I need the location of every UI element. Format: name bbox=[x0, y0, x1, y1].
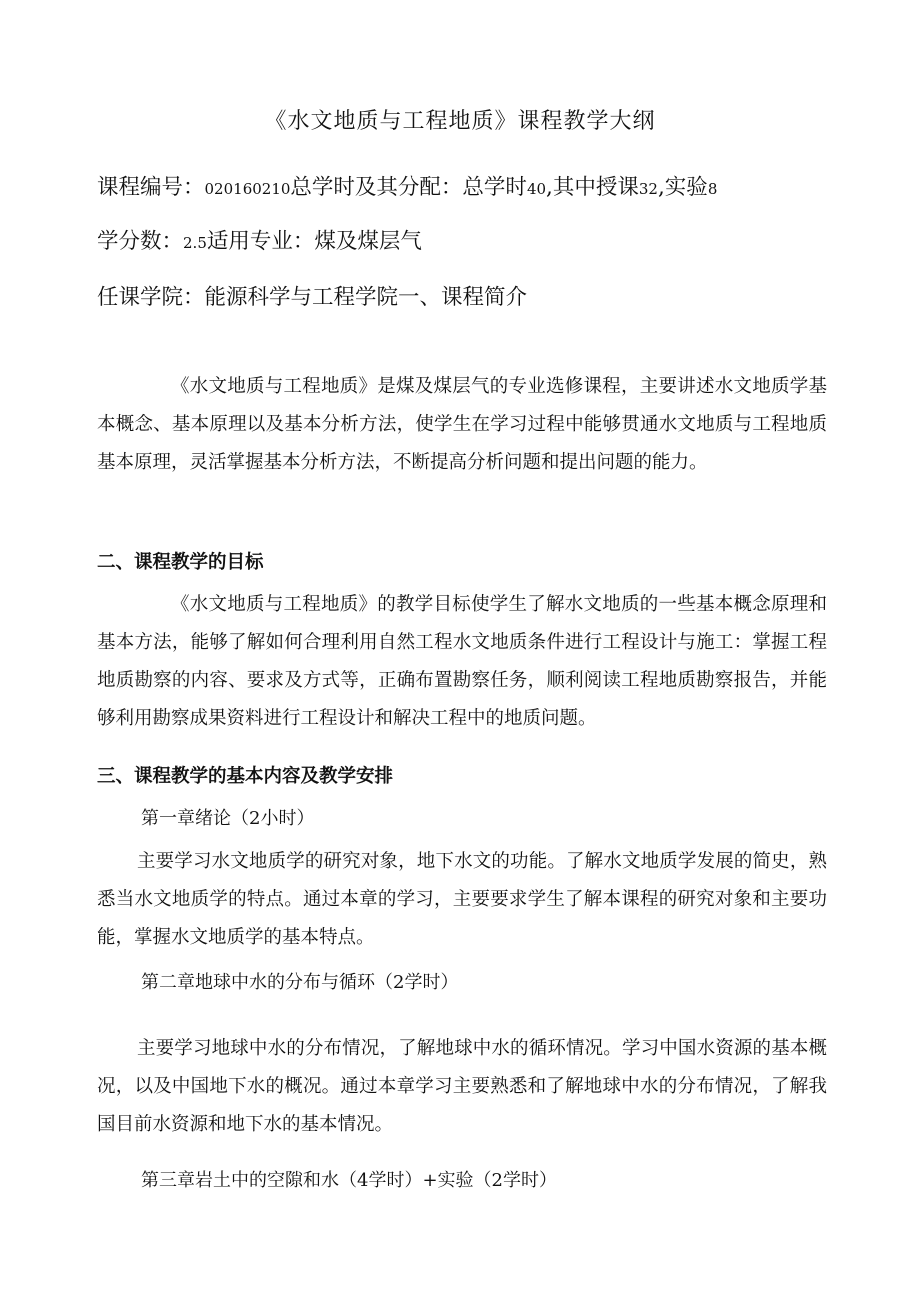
hours-total: 40 bbox=[526, 180, 547, 198]
chapter1-paragraph: 主要学习水文地质学的研究对象，地下水文的功能。了解水文地质学发展的简史，熟悉当水文地质学的特点。通过本章的学习，主要要求学生了解本课程的研究对象和主要功能，掌握水文地质学的基本特点。 bbox=[97, 851, 827, 948]
section3-heading: 三、课程教学的基本内容及教学安排 bbox=[97, 766, 394, 787]
chapter2-paragraph: 主要学习地球中水的分布情况，了解地球中水的循环情况。学习中国水资源的基本概况，以及中国地下水的概况。通过本章学习主要熟悉和了解地球中水的分布情况，了解我国目前水资源和地下水的基本情况。 bbox=[97, 1038, 827, 1135]
course-code-label: 课程编号： bbox=[97, 175, 205, 200]
hours-lab: 8 bbox=[707, 180, 718, 198]
college-line: 任课学院：能源科学与工程学院一、课程简介 bbox=[97, 285, 528, 310]
chapter2-title: 第二章地球中水的分布与循环（2学时） bbox=[141, 972, 459, 993]
hours-lab-label: ,实验 bbox=[657, 175, 708, 200]
hours-label: 总学时及其分配：总学时 bbox=[290, 175, 527, 200]
credits-label: 学分数： bbox=[97, 229, 184, 254]
course-code-value: 020160210 bbox=[204, 180, 291, 198]
section2-paragraph: 《水文地质与工程地质》的教学目标使学生了解水文地质的一些基本概念原理和基本方法，能够了解如何合理利用自然工程水文地质条件进行工程设计与施工：掌握工程地质勘察的内容、要求及方式等，正确布置勘察任务，顺利阅读工程地质勘察报告，并能够利用勘察成果资料进行工程设计和解决工程中的地质问题。 bbox=[97, 594, 827, 729]
intro-paragraph: 《水文地质与工程地质》是煤及煤层气的专业选修课程，主要讲述水文地质学基本概念、基本原理以及基本分析方法，使学生在学习过程中能够贯通水文地质与工程地质基本原理，灵活掌握基本分析方法，不断提高分析问题和提出问题的能力。 bbox=[97, 376, 827, 473]
hours-mid: ,其中授课 bbox=[546, 175, 639, 200]
chapter3-title: 第三章岩土中的空隙和水（4学时）+实验（2学时） bbox=[141, 1170, 557, 1191]
credits-line bbox=[97, 224, 422, 255]
major-text: 适用专业：煤及煤层气 bbox=[206, 229, 422, 254]
course-code-line bbox=[97, 170, 717, 201]
section2-heading: 二、课程教学的目标 bbox=[97, 552, 264, 573]
credits-value: 2.5 bbox=[183, 234, 207, 252]
chapter1-title: 第一章绪论（2小时） bbox=[141, 808, 315, 829]
document-title: 《水文地质与工程地质》课程教学大纲 bbox=[264, 109, 656, 134]
hours-lecture: 32 bbox=[638, 180, 658, 198]
